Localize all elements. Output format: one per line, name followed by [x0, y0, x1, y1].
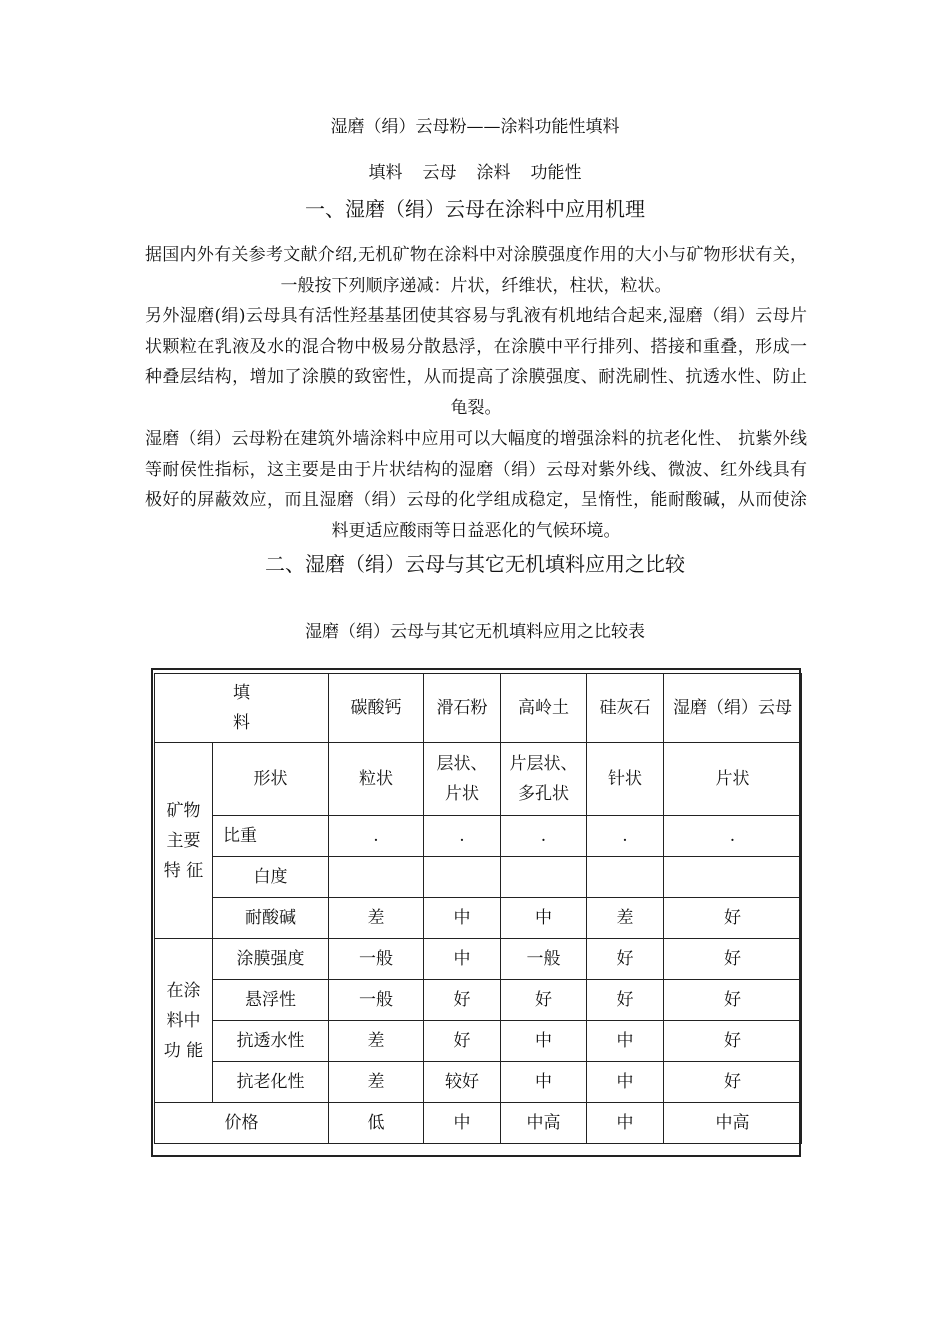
table-cell: 中: [587, 1021, 664, 1062]
section-1-heading: 一、湿磨（绢）云母在涂料中应用机理: [305, 197, 645, 221]
table-cell: [664, 857, 802, 898]
row-label: 价格: [155, 1103, 329, 1144]
cell-line: 层状、: [436, 754, 488, 774]
row-label: 悬浮性: [213, 980, 329, 1021]
table-cell: 中: [501, 1021, 587, 1062]
table-cell: [424, 743, 501, 816]
column-header: 滑石粉: [424, 674, 501, 743]
cell-line: 多孔状: [518, 784, 569, 804]
row-label: 白度: [213, 857, 329, 898]
group-label-line: 料中: [166, 1010, 201, 1031]
table-row: [155, 857, 802, 898]
table-cell: 好: [424, 980, 501, 1021]
table-cell: [501, 743, 587, 816]
table-cell: 好: [664, 939, 802, 980]
row-label: 比重: [213, 816, 329, 857]
table-cell: [501, 857, 587, 898]
table-cell: 好: [501, 980, 587, 1021]
table-cell: 好: [587, 939, 664, 980]
keyword: 云母: [422, 163, 457, 183]
table-cell: 一般: [329, 939, 424, 980]
row-label: 抗老化性: [213, 1062, 329, 1103]
table-row: [155, 743, 802, 816]
table-cell: 差: [329, 898, 424, 939]
group-label-line: 主要: [166, 830, 201, 851]
keyword: 涂料: [476, 163, 511, 183]
table-cell: [424, 857, 501, 898]
table-cell: 一般: [329, 980, 424, 1021]
table-cell: 差: [329, 1062, 424, 1103]
group-label-function: [155, 939, 213, 1103]
table-row: [155, 1021, 802, 1062]
column-header: 高岭土: [501, 674, 587, 743]
group-label-mineral: [155, 743, 213, 939]
table-cell: [587, 857, 664, 898]
table-cell: .: [664, 816, 802, 857]
row-label: 涂膜强度: [213, 939, 329, 980]
paragraph-2: 另外湿磨(绢)云母具有活性羟基基团使其容易与乳液有机地结合起来,湿磨（绢）云母片状颗粒在乳液及水的混合物中极易分散悬浮，在涂膜中平行排列、搭接和重叠，形成一种叠层结构，增加了涂膜的致密性，从而提高了涂膜强度、耐洗刷性、抗透水性、防止龟裂。: [145, 306, 807, 418]
table-cell: 中: [424, 1103, 501, 1144]
table-cell: 低: [329, 1103, 424, 1144]
table-caption: 湿磨（绢）云母与其它无机填料应用之比较表: [305, 622, 645, 642]
table-cell: 较好: [424, 1062, 501, 1103]
corner-label-line1: 填: [233, 683, 250, 703]
section-2-heading: 二、湿磨（绢）云母与其它无机填料应用之比较: [265, 552, 685, 576]
table-cell: .: [587, 816, 664, 857]
table-cell: .: [501, 816, 587, 857]
table-cell: .: [329, 816, 424, 857]
table-cell: 好: [664, 898, 802, 939]
table-row: [155, 980, 802, 1021]
table-cell: 中: [587, 1062, 664, 1103]
row-label: 抗透水性: [213, 1021, 329, 1062]
column-header: 湿磨（绢）云母: [664, 674, 802, 743]
comparison-table: [154, 673, 802, 1144]
keyword: 功能性: [530, 163, 582, 183]
table-cell: .: [424, 816, 501, 857]
table-cell: 中: [587, 1103, 664, 1144]
table-row: [155, 939, 802, 980]
table-cell: 中: [424, 939, 501, 980]
table-cell: 粒状: [329, 743, 424, 816]
corner-cell: [155, 674, 329, 743]
table-cell: 针状: [587, 743, 664, 816]
table-cell: 中: [501, 898, 587, 939]
table-row: [155, 898, 802, 939]
table-row: [155, 1062, 802, 1103]
table-header-row: [155, 674, 802, 743]
group-label-line: 在涂: [166, 980, 201, 1001]
table-cell: 片状: [664, 743, 802, 816]
paragraph-1: 据国内外有关参考文献介绍,无机矿物在涂料中对涂膜强度作用的大小与矿物形状有关，一般按下列顺序递减：片状，纤维状，柱状，粒状。: [145, 245, 807, 296]
row-label: 形状: [213, 743, 329, 816]
table-cell: [329, 857, 424, 898]
corner-label-line2: 料: [233, 713, 250, 733]
table-cell: 差: [329, 1021, 424, 1062]
cell-line: 片状: [445, 784, 479, 804]
column-header: 碳酸钙: [329, 674, 424, 743]
table-cell: 好: [424, 1021, 501, 1062]
keyword: 填料: [368, 163, 403, 183]
paragraph-3: 湿磨（绢）云母粉在建筑外墙涂料中应用可以大幅度的增强涂料的抗老化性、 抗紫外线等耐侯性指标，这主要是由于片状结构的湿磨（绢）云母对紫外线、微波、红外线具有极好的屏蔽效应，而且湿磨（绢）云母的化学组成稳定，呈惰性，能耐酸碱，从而使涂料更适应酸雨等日益恶化的气候环境。: [145, 429, 807, 541]
table-cell: 中高: [664, 1103, 802, 1144]
table-cell: 好: [587, 980, 664, 1021]
table-cell: 好: [664, 980, 802, 1021]
table-cell: 好: [664, 1062, 802, 1103]
table-cell: 一般: [501, 939, 587, 980]
cell-line: 片层状、: [509, 754, 578, 774]
table-cell: 中高: [501, 1103, 587, 1144]
group-label-line: 功 能: [163, 1040, 204, 1061]
column-header: 硅灰石: [587, 674, 664, 743]
table-row: [155, 816, 802, 857]
table-cell: 差: [587, 898, 664, 939]
table-cell: 中: [501, 1062, 587, 1103]
table-row: [155, 1103, 802, 1144]
document-title: 湿磨（绢）云母粉——涂料功能性填料: [330, 117, 620, 137]
table-cell: 中: [424, 898, 501, 939]
group-label-line: 矿物: [166, 800, 201, 821]
group-label-line: 特 征: [163, 860, 204, 881]
comparison-table-frame: [151, 668, 801, 1157]
row-label: 耐酸碱: [213, 898, 329, 939]
keywords-line: [0, 162, 950, 184]
table-cell: 好: [664, 1021, 802, 1062]
